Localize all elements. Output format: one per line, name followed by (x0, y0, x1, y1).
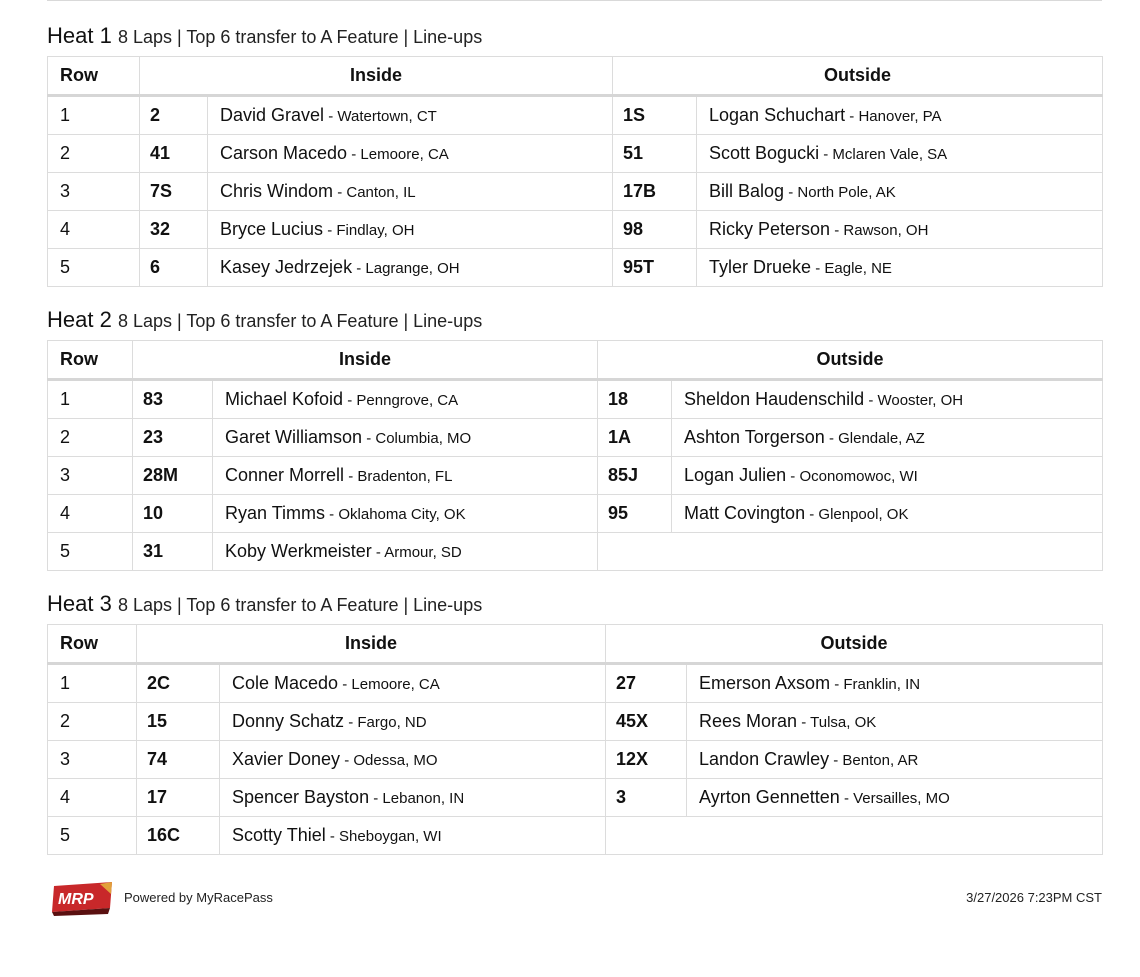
row-number: 4 (48, 779, 137, 817)
driver-name[interactable]: Ayrton Gennetten (699, 787, 840, 807)
inside-car-number: 74 (137, 741, 220, 779)
table-row (48, 495, 1103, 533)
heat-name: Heat 2 (47, 307, 112, 332)
inside-driver (220, 817, 606, 855)
table-row (48, 703, 1103, 741)
heat-details: 8 Laps | Top 6 transfer to A Feature | Line-ups (117, 595, 483, 615)
outside-car-number: 51 (613, 135, 697, 173)
driver-name[interactable]: Michael Kofoid (225, 389, 344, 409)
table-header-row (48, 341, 1103, 380)
driver-name[interactable]: David Gravel (220, 105, 325, 125)
row-column-header: Row (48, 341, 133, 380)
driver-name[interactable]: Scotty Thiel (232, 825, 326, 845)
row-number: 3 (48, 741, 137, 779)
inside-car-number: 6 (140, 249, 208, 287)
table-row (48, 135, 1103, 173)
inside-car-number: 17 (137, 779, 220, 817)
driver-hometown: - Odessa, MO (340, 752, 438, 769)
page-footer (47, 876, 1102, 920)
driver-hometown: - Versailles, MO (839, 790, 950, 807)
driver-hometown: - Tulsa, OK (797, 714, 877, 731)
driver-name[interactable]: Logan Julien (684, 465, 787, 485)
driver-name[interactable]: Donny Schatz (232, 711, 345, 731)
driver-hometown: - Armour, SD (371, 544, 462, 561)
heat-1-section (47, 22, 1102, 287)
heat-title (47, 306, 1102, 334)
outside-car-number: 17B (613, 173, 697, 211)
table-row (48, 419, 1103, 457)
driver-hometown: - Rawson, OH (830, 222, 929, 239)
driver-name[interactable]: Spencer Bayston (232, 787, 370, 807)
inside-car-number: 41 (140, 135, 208, 173)
heat-3-section (47, 590, 1102, 855)
inside-driver (213, 495, 598, 533)
driver-name[interactable]: Chris Windom (220, 181, 334, 201)
inside-car-number: 83 (133, 380, 213, 419)
driver-name[interactable]: Conner Morrell (225, 465, 345, 485)
outside-driver (687, 664, 1103, 703)
driver-hometown: - Sheboygan, WI (325, 828, 442, 845)
row-number: 2 (48, 135, 140, 173)
driver-hometown: - Lemoore, CA (347, 146, 449, 163)
row-number: 5 (48, 249, 140, 287)
inside-driver (220, 741, 606, 779)
driver-name[interactable]: Bryce Lucius (220, 219, 324, 239)
lineup-table (47, 56, 1103, 287)
row-number: 3 (48, 457, 133, 495)
inside-car-number: 31 (133, 533, 213, 571)
driver-hometown: - Findlay, OH (323, 222, 415, 239)
inside-car-number: 2 (140, 96, 208, 135)
driver-name[interactable]: Landon Crawley (699, 749, 830, 769)
driver-hometown: - Lebanon, IN (369, 790, 465, 807)
driver-hometown: - Glenpool, OK (805, 506, 909, 523)
inside-driver (213, 419, 598, 457)
heat-details: 8 Laps | Top 6 transfer to A Feature | Line-ups (117, 27, 483, 47)
driver-name[interactable]: Matt Covington (684, 503, 806, 523)
outside-driver (687, 703, 1103, 741)
inside-car-number: 15 (137, 703, 220, 741)
inside-driver (220, 703, 606, 741)
outside-car-number: 1A (598, 419, 672, 457)
table-header-row (48, 625, 1103, 664)
table-row (48, 817, 1103, 855)
heat-name: Heat 1 (47, 23, 112, 48)
row-number: 1 (48, 664, 137, 703)
driver-hometown: - Hanover, PA (845, 108, 942, 125)
outside-driver (672, 380, 1103, 419)
inside-car-number: 7S (140, 173, 208, 211)
driver-name[interactable]: Ricky Peterson (709, 219, 831, 239)
inside-driver (213, 457, 598, 495)
heat-title (47, 590, 1102, 618)
row-number: 4 (48, 211, 140, 249)
outside-driver (672, 495, 1103, 533)
outside-driver (697, 211, 1103, 249)
driver-hometown: - Benton, AR (829, 752, 919, 769)
outside-car-number: 95T (613, 249, 697, 287)
myracepass-logo[interactable] (50, 880, 114, 916)
table-header-row (48, 57, 1103, 96)
driver-name[interactable]: Xavier Doney (232, 749, 341, 769)
heat-name: Heat 3 (47, 591, 112, 616)
row-column-header: Row (48, 625, 137, 664)
outside-driver (672, 419, 1103, 457)
table-row (48, 779, 1103, 817)
row-number: 3 (48, 173, 140, 211)
row-number: 5 (48, 533, 133, 571)
driver-hometown: - Glendale, AZ (824, 430, 925, 447)
inside-car-number: 2C (137, 664, 220, 703)
outside-car-number: 1S (613, 96, 697, 135)
driver-hometown: - Canton, IL (333, 184, 416, 201)
inside-driver (208, 96, 613, 135)
driver-hometown: - Eagle, NE (811, 260, 892, 277)
table-row (48, 664, 1103, 703)
inside-column-header: Inside (137, 625, 606, 664)
driver-name[interactable]: Ryan Timms (225, 503, 326, 523)
empty-outside-slot (606, 817, 1103, 855)
driver-name[interactable]: Ashton Torgerson (684, 427, 825, 447)
row-number: 5 (48, 817, 137, 855)
inside-driver (213, 380, 598, 419)
inside-driver (208, 249, 613, 287)
outside-driver (687, 741, 1103, 779)
inside-car-number: 32 (140, 211, 208, 249)
outside-car-number: 85J (598, 457, 672, 495)
lineup-table (47, 340, 1103, 571)
driver-name[interactable]: Emerson Axsom (699, 673, 831, 693)
driver-hometown: - Mclaren Vale, SA (819, 146, 948, 163)
inside-driver (220, 779, 606, 817)
table-row (48, 533, 1103, 571)
table-row (48, 380, 1103, 419)
outside-driver (697, 96, 1103, 135)
driver-hometown: - Lagrange, OH (352, 260, 460, 277)
outside-driver (672, 457, 1103, 495)
inside-driver (208, 173, 613, 211)
top-divider (47, 0, 1102, 1)
outside-car-number: 98 (613, 211, 697, 249)
mrp-logo-icon (50, 880, 114, 916)
outside-driver (687, 779, 1103, 817)
driver-name[interactable]: Kasey Jedrzejek (220, 257, 353, 277)
inside-column-header: Inside (133, 341, 598, 380)
inside-driver (208, 135, 613, 173)
table-row (48, 96, 1103, 135)
driver-name[interactable]: Carson Macedo (220, 143, 348, 163)
driver-name[interactable]: Koby Werkmeister (225, 541, 372, 561)
row-number: 4 (48, 495, 133, 533)
driver-hometown: - Oklahoma City, OK (325, 506, 466, 523)
heat-details: 8 Laps | Top 6 transfer to A Feature | Line-ups (117, 311, 483, 331)
inside-driver (208, 211, 613, 249)
heat-2-section (47, 306, 1102, 571)
outside-car-number: 95 (598, 495, 672, 533)
outside-driver (697, 135, 1103, 173)
row-column-header: Row (48, 57, 140, 96)
driver-hometown: - North Pole, AK (784, 184, 896, 201)
driver-name[interactable]: Tyler Drueke (709, 257, 812, 277)
driver-hometown: - Bradenton, FL (344, 468, 453, 485)
inside-car-number: 23 (133, 419, 213, 457)
outside-column-header: Outside (598, 341, 1103, 380)
generated-timestamp: 3/27/2026 7:23PM CST (966, 890, 1102, 905)
driver-name[interactable]: Garet Williamson (225, 427, 363, 447)
lineup-table (47, 624, 1103, 855)
table-row (48, 249, 1103, 287)
inside-car-number: 28M (133, 457, 213, 495)
outside-driver (697, 173, 1103, 211)
row-number: 2 (48, 703, 137, 741)
row-number: 1 (48, 96, 140, 135)
inside-driver (220, 664, 606, 703)
outside-column-header: Outside (613, 57, 1103, 96)
driver-name[interactable]: Bill Balog (709, 181, 785, 201)
heat-title (47, 22, 1102, 50)
empty-outside-slot (598, 533, 1103, 571)
driver-hometown: - Penngrove, CA (343, 392, 459, 409)
outside-car-number: 3 (606, 779, 687, 817)
inside-driver (213, 533, 598, 571)
table-row (48, 741, 1103, 779)
table-row (48, 457, 1103, 495)
outside-car-number: 18 (598, 380, 672, 419)
driver-name[interactable]: Rees Moran (699, 711, 798, 731)
driver-name[interactable]: Cole Macedo (232, 673, 339, 693)
outside-car-number: 27 (606, 664, 687, 703)
driver-name[interactable]: Scott Bogucki (709, 143, 820, 163)
row-number: 1 (48, 380, 133, 419)
driver-hometown: - Wooster, OH (864, 392, 964, 409)
driver-name[interactable]: Sheldon Haudenschild (684, 389, 865, 409)
driver-name[interactable]: Logan Schuchart (709, 105, 846, 125)
row-number: 2 (48, 419, 133, 457)
driver-hometown: - Lemoore, CA (338, 676, 440, 693)
driver-hometown: - Franklin, IN (830, 676, 921, 693)
powered-by-text[interactable]: Powered by MyRacePass (124, 890, 273, 905)
logo-text: MRP (58, 891, 94, 908)
inside-column-header: Inside (140, 57, 613, 96)
driver-hometown: - Fargo, ND (344, 714, 427, 731)
outside-column-header: Outside (606, 625, 1103, 664)
outside-driver (697, 249, 1103, 287)
driver-hometown: - Columbia, MO (362, 430, 472, 447)
outside-car-number: 12X (606, 741, 687, 779)
inside-car-number: 16C (137, 817, 220, 855)
inside-car-number: 10 (133, 495, 213, 533)
table-row (48, 173, 1103, 211)
driver-hometown: - Watertown, CT (324, 108, 437, 125)
driver-hometown: - Oconomowoc, WI (786, 468, 918, 485)
outside-car-number: 45X (606, 703, 687, 741)
table-row (48, 211, 1103, 249)
